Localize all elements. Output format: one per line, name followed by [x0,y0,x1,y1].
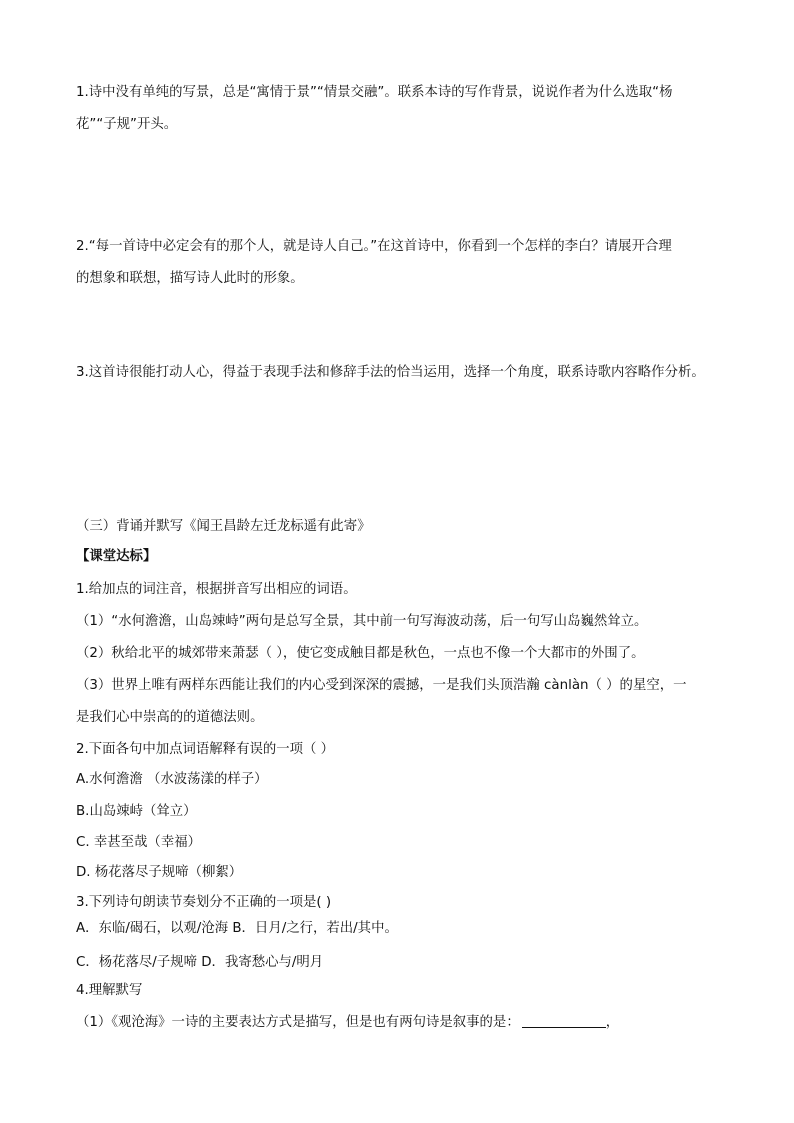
exercise-3-options-cd: C．杨花落尽/子规啼 D．我寄愁心与/明月 [76,955,324,970]
recitation-task: （三）背诵并默写《闻王昌龄左迁龙标遥有此寄》 [76,519,371,534]
exercise-4-item-1 [76,1013,726,1032]
exercise-1-item-3-line-1: （3）世界上唯有两样东西能让我们的内心受到深深的震撼，一是我们头顶浩瀚 cànlàn（ ）的星空，一 [76,678,687,693]
question-3-line: 3.这首诗很能打动人心，得益于表现手法和修辞手法的恰当运用，选择一个角度，联系诗歌内容略作分析。 [76,365,705,380]
exercise-2-option-a: A.水何澹澹 （水波荡漾的样子） [76,772,268,787]
exercise-4-item-1-text: （1）《观沧海》一诗的主要表达方式是描写，但是也有两句诗是叙事的是： [76,1015,520,1030]
exercise-1-item-2: （2）秋给北平的城郊带来萧瑟（ ），使它变成触目都是秋色，一点也不像一个大都市的外围了。 [76,646,645,661]
exercise-1-stem: 1.给加点的词注音，根据拼音写出相应的词语。 [76,582,357,597]
question-2-line-2: 的想象和联想，描写诗人此时的形象。 [76,271,304,286]
question-1-line-1: 1.诗中没有单纯的写景，总是“寓情于景”“情景交融”。联系本诗的写作背景，说说作者为什么选取“杨 [76,85,673,100]
exercise-2-option-b: B.山岛竦峙（耸立） [76,804,197,819]
trailing-comma: ， [605,1015,620,1030]
exercise-2-option-c: C. 幸甚至哉（幸福） [76,835,201,850]
question-2-line-1: 2.“每一首诗中必定会有的那个人，就是诗人自己。”在这首诗中，你看到一个怎样的李白？请展开合理 [76,239,672,254]
exercise-3-options-ab: A．东临/碣石，以观/沧海 B．日月/之行，若出/其中。 [76,921,398,936]
exercise-1-item-3-line-2: 是我们心中崇高的的道德法则。 [76,710,264,725]
exercise-2-option-d: D. 杨花落尽子规啼（柳絮） [76,865,243,880]
exercise-3-stem: 3.下列诗句朗读节奏划分不正确的一项是( ) [76,895,332,910]
exercise-4-stem: 4.理解默写 [76,983,143,998]
exercise-2-stem: 2.下面各句中加点词语解释有误的一项（ ） [76,742,335,757]
answer-blank[interactable] [522,1013,606,1028]
exercise-1-item-1: （1）“水何澹澹，山岛竦峙”两句是总写全景，其中前一句写海波动荡，后一句写山岛巍然耸立。 [76,614,648,629]
question-1-line-2: 花”“子规”开头。 [76,117,178,132]
section-heading: 【课堂达标】 [76,549,157,564]
